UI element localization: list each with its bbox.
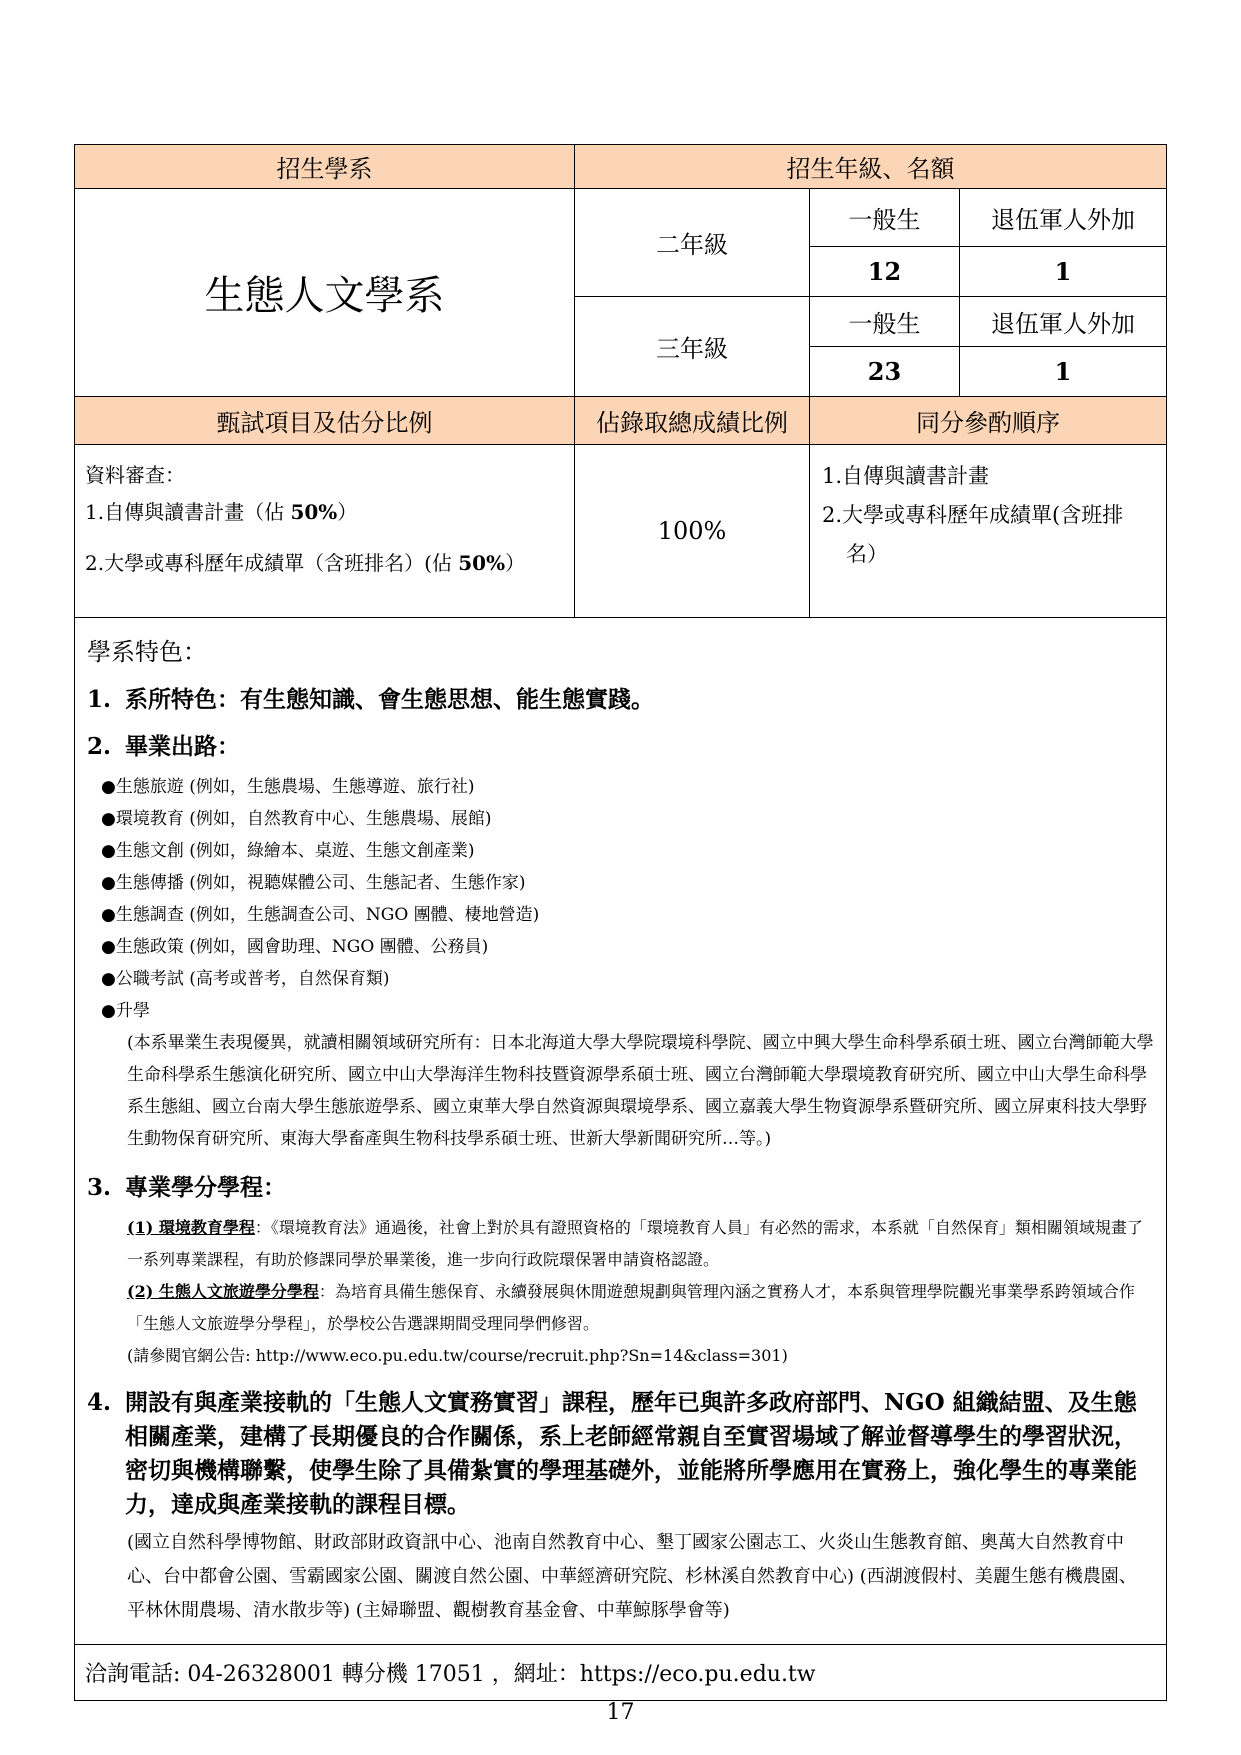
grade-name: 二年級 (575, 189, 810, 297)
internship-partners: (國立自然科學博物館、財政部財政資訊中心、池南自然教育中心、墾丁國家公園志工、火炎山生態教育館、奧萬大自然教育中心、台中都會公園、雪霸國家公園、關渡自然公園、中華經濟研究院、杉林溪自然教育中心) (西湖渡假村、美麗生態有機農園、平林休閒農場、清水散步等) (主婦聯盟、觀樹教育基金會、中華鯨豚學會等) (127, 1532, 1137, 1621)
career-item: ●生態調查 (例如，生態調查公司、NGO 團體、棲地營造) (101, 905, 540, 925)
veteran-quota: 1 (960, 247, 1167, 297)
feature-section-3: 3. 專業學分學程： (87, 1174, 286, 1201)
department-features (75, 618, 1167, 1645)
header-score-ratio: 佔錄取總成績比例 (575, 397, 810, 445)
header-exam-items: 甄試項目及估分比例 (75, 397, 575, 445)
admission-table (74, 144, 1167, 1701)
career-item: ●生態傳播 (例如，視聽媒體公司、生態記者、生態作家) (101, 873, 526, 893)
program-2: (2) 生態人文旅遊學分學程：為培育具備生態保育、永續發展與休閒遊憩規劃與管理內涵之實務人才，本系與管理學院觀光事業學系跨領域合作「生態人文旅遊學分學程」，於學校公告選課期間受理同學們修習。 (127, 1282, 1135, 1333)
feature-section-4: 4. 開設有與產業接軌的「生態人文實務實習」課程，歷年已與許多政府部門、NGO 組織結盟、及生態相關產業，建構了長期優良的合作關係，系上老師經常親自至實習場域了解並督導學生的學習狀況，密切與機構聯繫，使學生除了具備紮實的學理基礎外，並能將所學應用在實務上，強化學生的專業能力，達成與產業接軌的課程目標。 (87, 1389, 1137, 1518)
veteran-label: 退伍軍人外加 (960, 297, 1167, 347)
veteran-label: 退伍軍人外加 (960, 189, 1167, 247)
score-ratio: 100% (575, 445, 810, 618)
tie-item-2-continued: 名） (846, 541, 888, 566)
career-item: ●生態旅遊 (例如，生態農場、生態導遊、旅行社) (101, 777, 475, 797)
header-tie-order: 同分參酌順序 (810, 397, 1167, 445)
graduate-schools-note: (本系畢業生表現優異，就讀相關領域研究所有：日本北海道大學大學院環境科學院、國立中興大學生命科學系碩士班、國立台灣師範大學生命科學系生態演化研究所、國立中山大學海洋生物科技暨資源學系碩士班、國立台灣師範大學環境教育研究所、國立中山大學生命科學系生態組、國立台南大學生態旅遊學系、國立東華大學自然資源與環境學系、國立嘉義大學生物資源學系暨研究所、國立屏東科技大學野生動物保育研究所、東海大學畜產與生物科技學系碩士班、世新大學新聞研究所…等。) (127, 1033, 1154, 1149)
career-item: ●環境教育 (例如，自然教育中心、生態農場、展館) (101, 809, 492, 829)
feature-section-1: 1. 系所特色：有生態知識、會生態思想、能生態實踐。 (87, 686, 654, 713)
header-grade-quota: 招生年級、名額 (575, 145, 1167, 189)
general-quota: 23 (810, 347, 960, 397)
general-label: 一般生 (810, 297, 960, 347)
header-department: 招生學系 (75, 145, 575, 189)
features-title: 學系特色： (87, 638, 207, 666)
program-reference: (請參閱官網公告: http://www.eco.pu.edu.tw/course/recruit.php?Sn=14&class=301) (127, 1346, 788, 1365)
feature-section-2: 2. 畢業出路： (87, 733, 240, 760)
contact-info: 洽詢電話: 04-26328001 轉分機 17051 ，網址：https://eco.pu.edu.tw (75, 1645, 1167, 1701)
tie-order (810, 445, 1167, 618)
career-item: ●生態政策 (例如，國會助理、NGO 團體、公務員) (101, 937, 489, 957)
tie-item-1: 1.自傳與讀書計畫 (822, 464, 990, 488)
exam-item-2: 2.大學或專科歷年成績單（含班排名）(佔 50%） (85, 551, 526, 575)
page-number: 17 (606, 1700, 635, 1725)
exam-items (75, 445, 575, 618)
tie-item-2: 2.大學或專科歷年成績單(含班排 (822, 502, 1124, 527)
career-item: ●生態文創 (例如，綠繪本、桌遊、生態文創產業) (101, 841, 475, 861)
grade-name: 三年級 (575, 297, 810, 397)
exam-title: 資料審查： (85, 463, 185, 487)
career-list (101, 771, 1154, 1027)
department-name: 生態人文學系 (75, 189, 575, 397)
career-item: ●公職考試 (高考或普考，自然保育類) (101, 969, 390, 989)
veteran-quota: 1 (960, 347, 1167, 397)
career-item: ●升學 (101, 1001, 150, 1021)
general-label: 一般生 (810, 189, 960, 247)
general-quota: 12 (810, 247, 960, 297)
exam-item-1: 1.自傳與讀書計畫（佔 50%） (85, 500, 358, 524)
program-1: (1) 環境教育學程：《環境教育法》通過後，社會上對於具有證照資格的「環境教育人員」有必然的需求，本系就「自然保育」類相關領域規畫了一系列專業課程，有助於修課同學於畢業後，進一步向行政院環保署申請資格認證。 (127, 1218, 1143, 1269)
